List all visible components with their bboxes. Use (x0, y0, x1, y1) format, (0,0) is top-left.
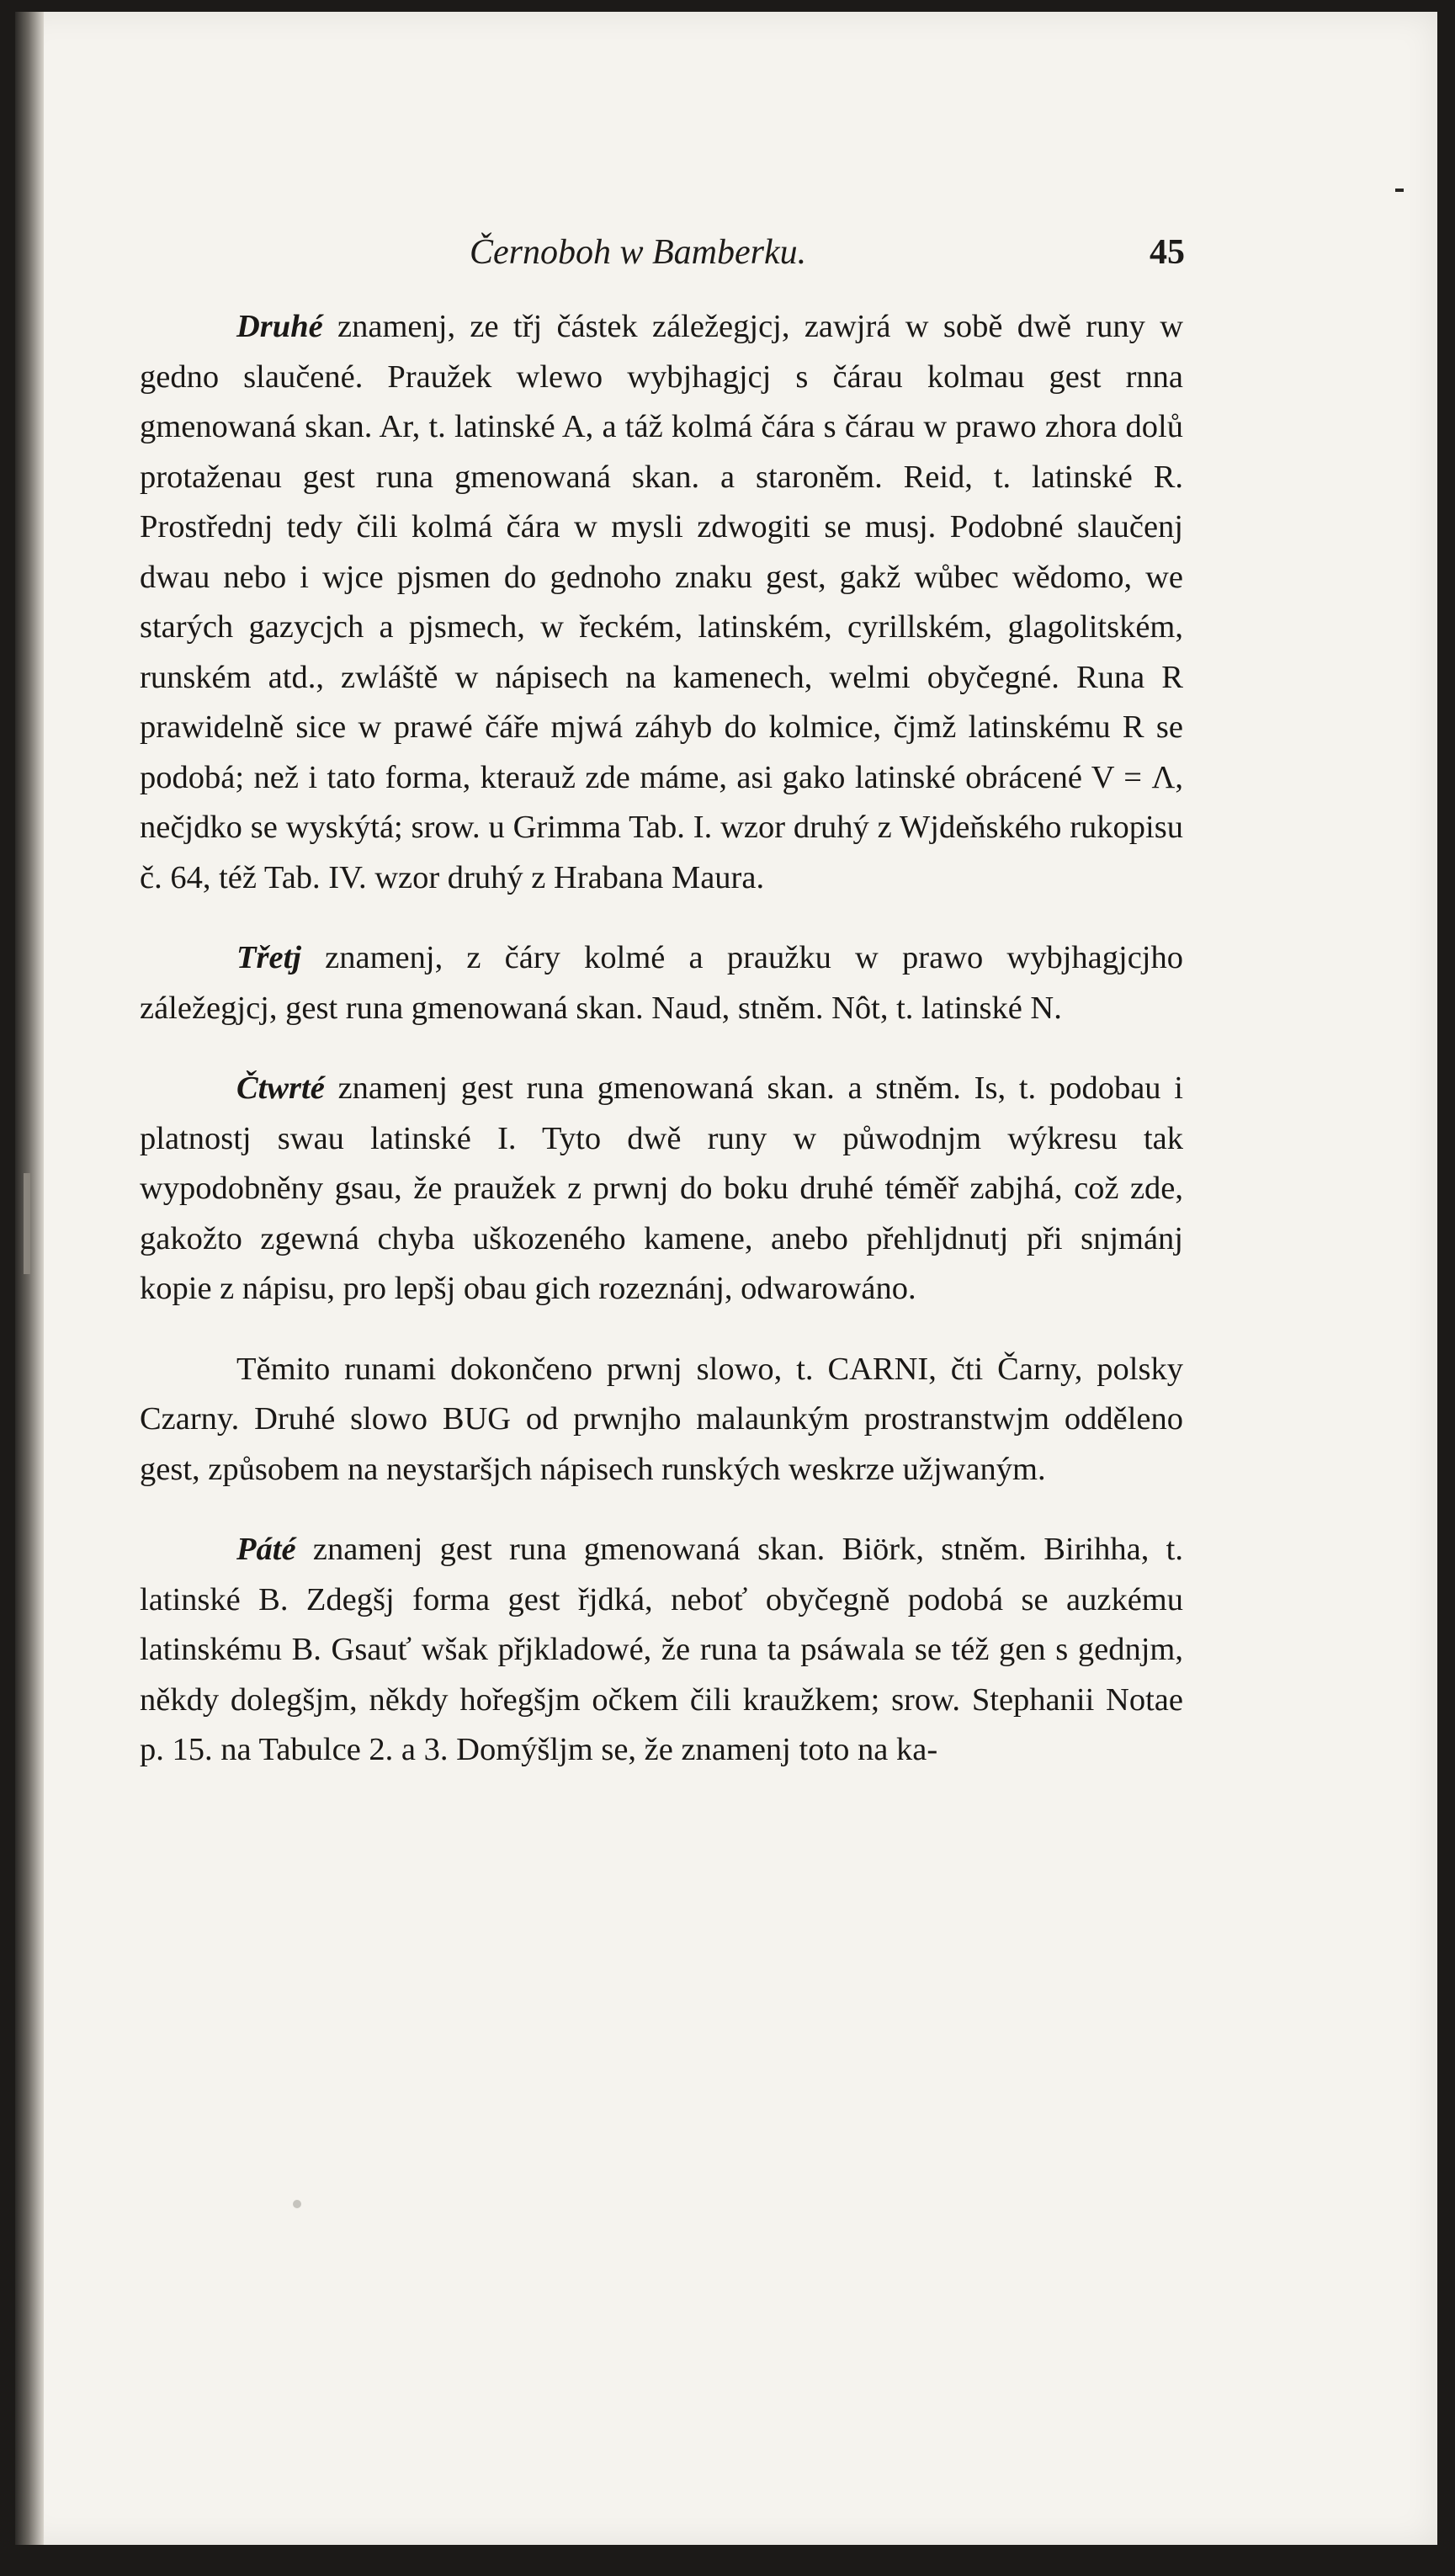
book-page (15, 12, 1437, 2545)
paragraph-lead-word: Třetj (236, 940, 301, 975)
scan-speck (1395, 189, 1404, 192)
page-header (141, 232, 1185, 276)
paragraph (140, 933, 1183, 1033)
page-number: 45 (1150, 233, 1185, 272)
body-text (140, 302, 1183, 1806)
scan-speck (293, 2200, 301, 2208)
paragraph (140, 1525, 1183, 1776)
paragraph-text: znamenj gest runa gmenowaná skan. a stněm. Is, t. podobau i platnostj swau latinské I. Tyto dwě runy w půwodnjm wýkresu tak wypodobněny gsau, že praužek z prwnj do boku druhé téměř zabjhá, což zde, gakožto zgewná chyba uškozeného kamene, anebo přehljdnutj při snjmánj kopie z nápisu, pro lepšj obau gich rozeznánj, odwarowáno. (140, 1070, 1183, 1306)
page-gutter (15, 12, 44, 2545)
paragraph (140, 1064, 1183, 1315)
paragraph-text: Těmito runami dokončeno prwnj slowo, t. CARNI, čti Čarny, polsky Czarny. Druhé slowo BUG od prwnjho malaunkým prostranstwjm odděleno gest, způsobem na neystaršjch nápisech runských weskrze užjwaným. (140, 1351, 1183, 1487)
paragraph-lead-word: Páté (236, 1532, 296, 1567)
scan-speck (24, 1173, 30, 1274)
paragraph-text: znamenj, ze třj částek záležegjcj, zawjrá w sobě dwě runy w gedno slaučené. Praužek wlewo wybjhagjcj s čárau kolmau gest rnna gmenowaná skan. Ar, t. latinské A, a táž kolmá čára s čárau w prawo zhora dolů protaženau gest runa gmenowaná skan. a staroněm. Reid, t. latinské R. Prostřednj tedy čili kolmá čára w mysli zdwogiti se musj. Podobné slaučenj dwau nebo i wjce pjsmen do gednoho znaku gest, gakž wůbec wědomo, we starých gazycjch a pjsmech, w řeckém, latinském, cyrillském, glagolitském, runském atd., zwláště w nápisech na kamenech, welmi obyčegné. Runa R prawidelně sice w prawé čáře mjwá záhyb do kolmice, čjmž latinskému R se podobá; než i tato forma, kterauž zde máme, asi gako latinské obrácené V = Λ, nečjdko se wyskýtá; srow. u Grimma Tab. I. wzor druhý z Wjdeňského rukopisu č. 64, též Tab. IV. wzor druhý z Hrabana Maura. (140, 309, 1183, 895)
paragraph-text: znamenj gest runa gmenowaná skan. Biörk, stněm. Birihha, t. latinské B. Zdegšj forma gest řjdká, neboť obyčegně podobá se auzkému latinskému B. Gsauť wšak přjkladowé, že runa ta psáwala se též gen s gednjm, někdy dolegšjm, někdy hořegšjm očkem čili kraužkem; srow. Stephanii Notae p. 15. na Tabulce 2. a 3. Domýšljm se, že znamenj toto na ka- (140, 1532, 1183, 1767)
paragraph (140, 1345, 1183, 1495)
paragraph-lead-word: Druhé (236, 309, 323, 344)
running-head: Černoboh w Bamberku. (470, 233, 807, 272)
paragraph-lead-word: Čtwrté (236, 1070, 325, 1106)
paragraph-text: znamenj, z čáry kolmé a praužku w prawo wybjhagjcjho záležegjcj, gest runa gmenowaná skan. Naud, stněm. Nôt, t. latinské N. (140, 940, 1183, 1026)
paragraph (140, 302, 1183, 903)
